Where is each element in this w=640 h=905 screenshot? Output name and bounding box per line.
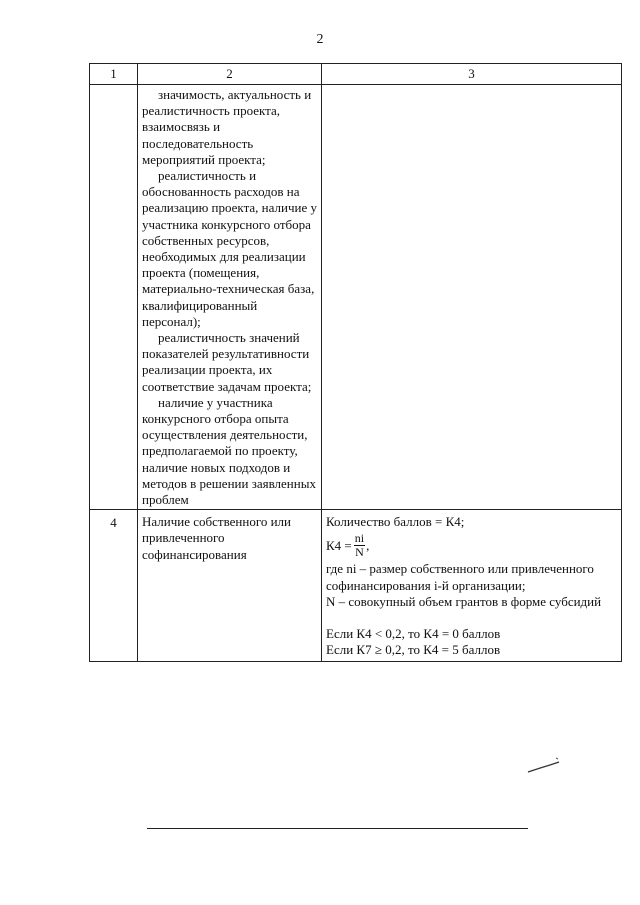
row-number-cell-empty — [90, 85, 138, 510]
signature-mark — [526, 756, 562, 776]
criteria-description-cell — [138, 85, 322, 510]
row-number: 4 — [90, 510, 138, 661]
criterion-cell — [138, 510, 322, 661]
formula-denominator: N — [355, 545, 364, 560]
formula-numerator: ni — [354, 531, 365, 546]
definition-ni: где ni – размер собственного или привлеченного софинансирования i-й организации; — [326, 561, 594, 593]
criterion-text: Наличие собственного или привлеченного софинансирования — [142, 514, 291, 562]
formula-suffix: , — [366, 537, 370, 553]
bottom-divider-line — [147, 828, 528, 829]
formula-lhs: К4 = — [326, 537, 352, 553]
score-definition: Количество баллов = К4; — [326, 514, 465, 530]
scoring-rule-1: Если К4 < 0,2, то К4 = 0 баллов — [326, 626, 501, 642]
criterion-paragraph: реалистичность значений показателей результативности реализации проекта, их соответствие задачам проекта; — [142, 330, 312, 394]
criterion-paragraph: значимость, актуальность и реалистичность проекта, взаимосвязь и последовательность мероприятий проекта; — [142, 87, 312, 167]
table-row-4 — [90, 510, 622, 661]
column-header-2: 2 — [138, 64, 322, 85]
table-header-row — [90, 64, 622, 85]
page-number: 2 — [316, 32, 324, 47]
column-header-1: 1 — [90, 64, 138, 85]
table-row-continued — [90, 85, 622, 510]
criteria-table — [89, 63, 622, 662]
scoring-method-cell — [322, 510, 622, 661]
column-header-3: 3 — [322, 64, 622, 85]
criterion-paragraph: наличие у участника конкурсного отбора опыта осуществления деятельности, предполагаемой по проекту, наличие новых подходов и методов в решении заявленных проблем — [142, 394, 316, 508]
scoring-rule-2: Если К7 ≥ 0,2, то К4 = 5 баллов — [326, 642, 501, 658]
formula-fraction — [354, 532, 365, 559]
criterion-paragraph: реалистичность и обоснованность расходов на реализацию проекта, наличие у участника конкурсного отбора собственных ресурсов, необходимых для реализации проекта (помещения, материально-техническая база, квалифицированный персонал); — [142, 168, 317, 329]
definition-N: N – совокупный объем грантов в форме субсидий — [326, 593, 602, 609]
k4-formula — [326, 532, 617, 559]
scoring-cell-empty — [322, 85, 622, 510]
